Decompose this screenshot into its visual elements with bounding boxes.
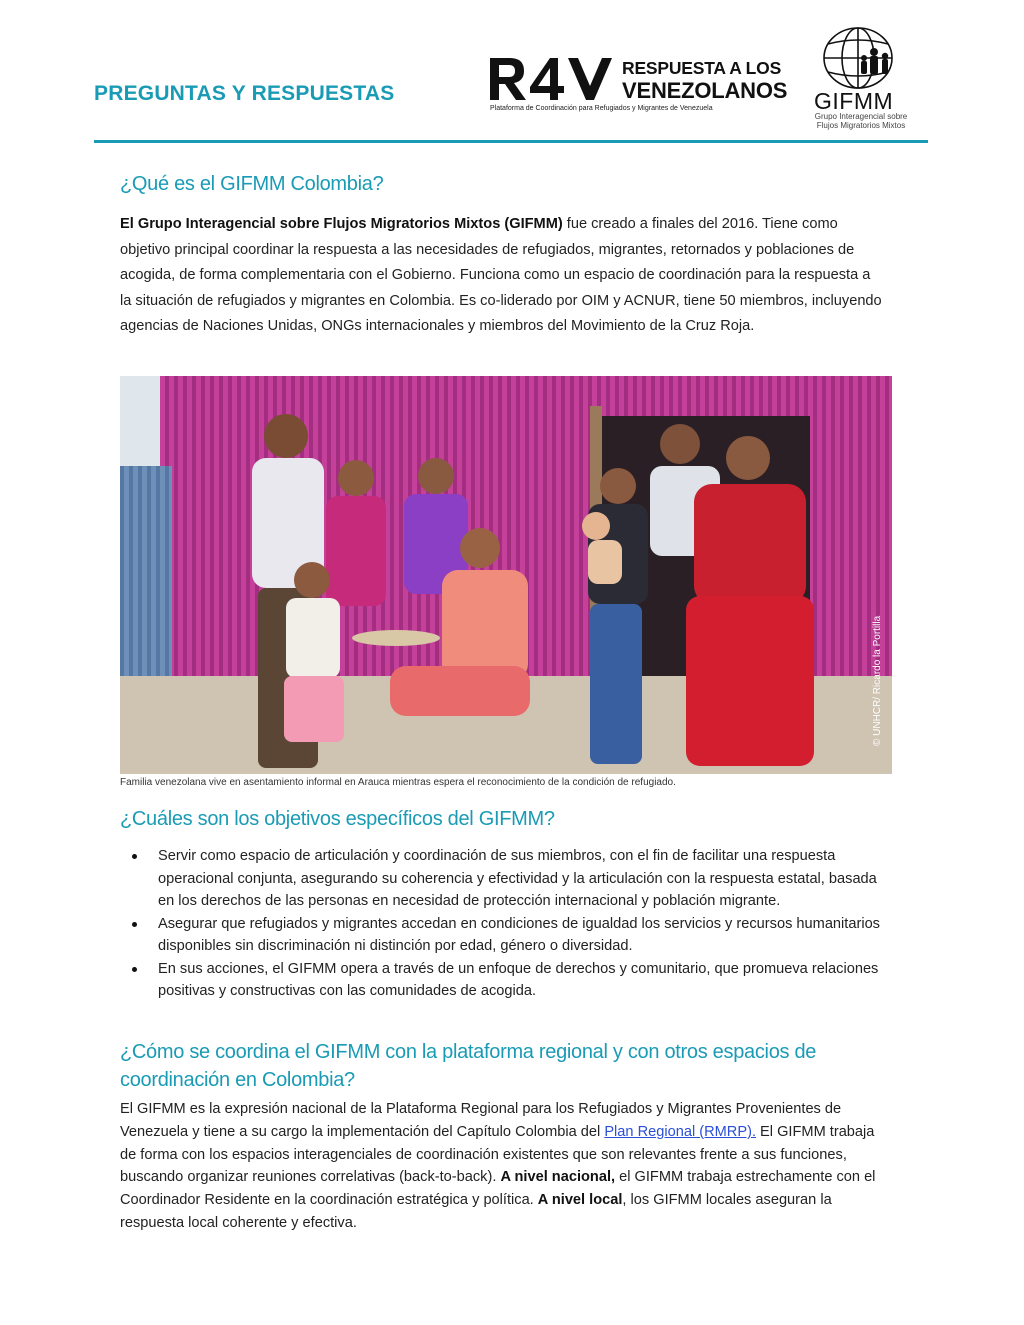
list-item: Servir como espacio de articulación y coordinación de sus miembros, con el fin de facilitar una respuesta operacional conjunta, asegurando su coherencia y efectividad y la articulación con la respuesta estatal, basada en los derechos de las personas en necesidad de protección internacional y población migrante. [120,845,890,913]
gifmm-logo [792,22,928,134]
r4v-line1: RESPUESTA A LOS [622,58,782,78]
gifmm-subtitle: Grupo Interagencial sobre Flujos Migratorios Mixtos [814,112,908,130]
objectives-list [120,845,890,1003]
header-divider [94,140,928,143]
family-photo [120,376,892,774]
gifmm-full-name: El Grupo Interagencial sobre Flujos Migratorios Mixtos (GIFMM) [120,216,563,232]
plan-regional-link[interactable]: Plan Regional (RMRP). [604,1123,756,1140]
section1-paragraph: El Grupo Interagencial sobre Flujos Migratorios Mixtos (GIFMM) fue creado a finales del 2016. Tiene como objetivo principal coordinar la respuesta a las necesidades de refugiados, migrantes, retornados y poblaciones de acogida, de forma complementaria con el Gobierno. Funciona como un espacio de coordinación para la respuesta a la situación de refugiados y migrantes en Colombia. Es co-liderado por OIM y ACNUR, tiene 50 miembros, incluyendo agencias de Naciones Unidas, ONGs internacionales y miembros del Movimiento de la Cruz Roja. [120,216,882,334]
section3-paragraph: El GIFMM es la expresión nacional de la Plataforma Regional para los Refugiados y Migrantes Provenientes de Venezuela y tiene a su cargo la implementación del Capítulo Colombia del Plan Regional (RMRP). El GIFMM trabaja de forma con los espacios interagenciales de coordinación existentes que son relevantes frente a sus funciones, buscando organizar reuniones correlativas (back-to-back). A nivel nacional, el GIFMM trabaja estrechamente con el Coordinador Residente en la coordinación estratégica y política. A nivel local, los GIFMM locales aseguran la respuesta local coherente y efectiva. [120,1101,876,1231]
section-heading-what-is-gifmm: ¿Qué es el GIFMM Colombia? [120,173,384,195]
r4v-logo [488,56,788,120]
section-heading-objectives: ¿Cuáles son los objetivos específicos del GIFMM? [120,808,555,830]
list-item: En sus acciones, el GIFMM opera a través de un enfoque de derechos y comunitario, que promueva relaciones positivas y constructivas con las comunidades de acogida. [120,958,890,1003]
photo-credit: © UNHCR/ Ricardo la Portilla [872,615,883,746]
r4v-mark-icon [488,56,614,102]
section-heading-coordination: ¿Cómo se coordina el GIFMM con la plataforma regional y con otros espacios de coordinación en Colombia? [120,1041,817,1091]
r4v-subtitle: Plataforma de Coordinación para Refugiados y Migrantes de Venezuela [490,105,713,112]
gifmm-wordmark: GIFMM [814,88,894,114]
nivel-nacional-label: A nivel nacional, [500,1169,616,1186]
photo-caption: Familia venezolana vive en asentamiento informal en Arauca mientras espera el reconocimiento de la condición de refugiado. [120,777,676,788]
page-header-title: PREGUNTAS Y RESPUESTAS [94,82,395,105]
family-photo-illustration [120,376,892,774]
list-item: Asegurar que refugiados y migrantes accedan en condiciones de igualdad los servicios y recursos humanitarios disponibles sin discriminación ni distinción por edad, género o diversidad. [120,913,890,958]
nivel-local-label: A nivel local [537,1192,623,1209]
globe-icon [792,22,928,92]
r4v-wordmark [622,58,787,103]
r4v-line2: VENEZOLANOS [622,78,788,103]
